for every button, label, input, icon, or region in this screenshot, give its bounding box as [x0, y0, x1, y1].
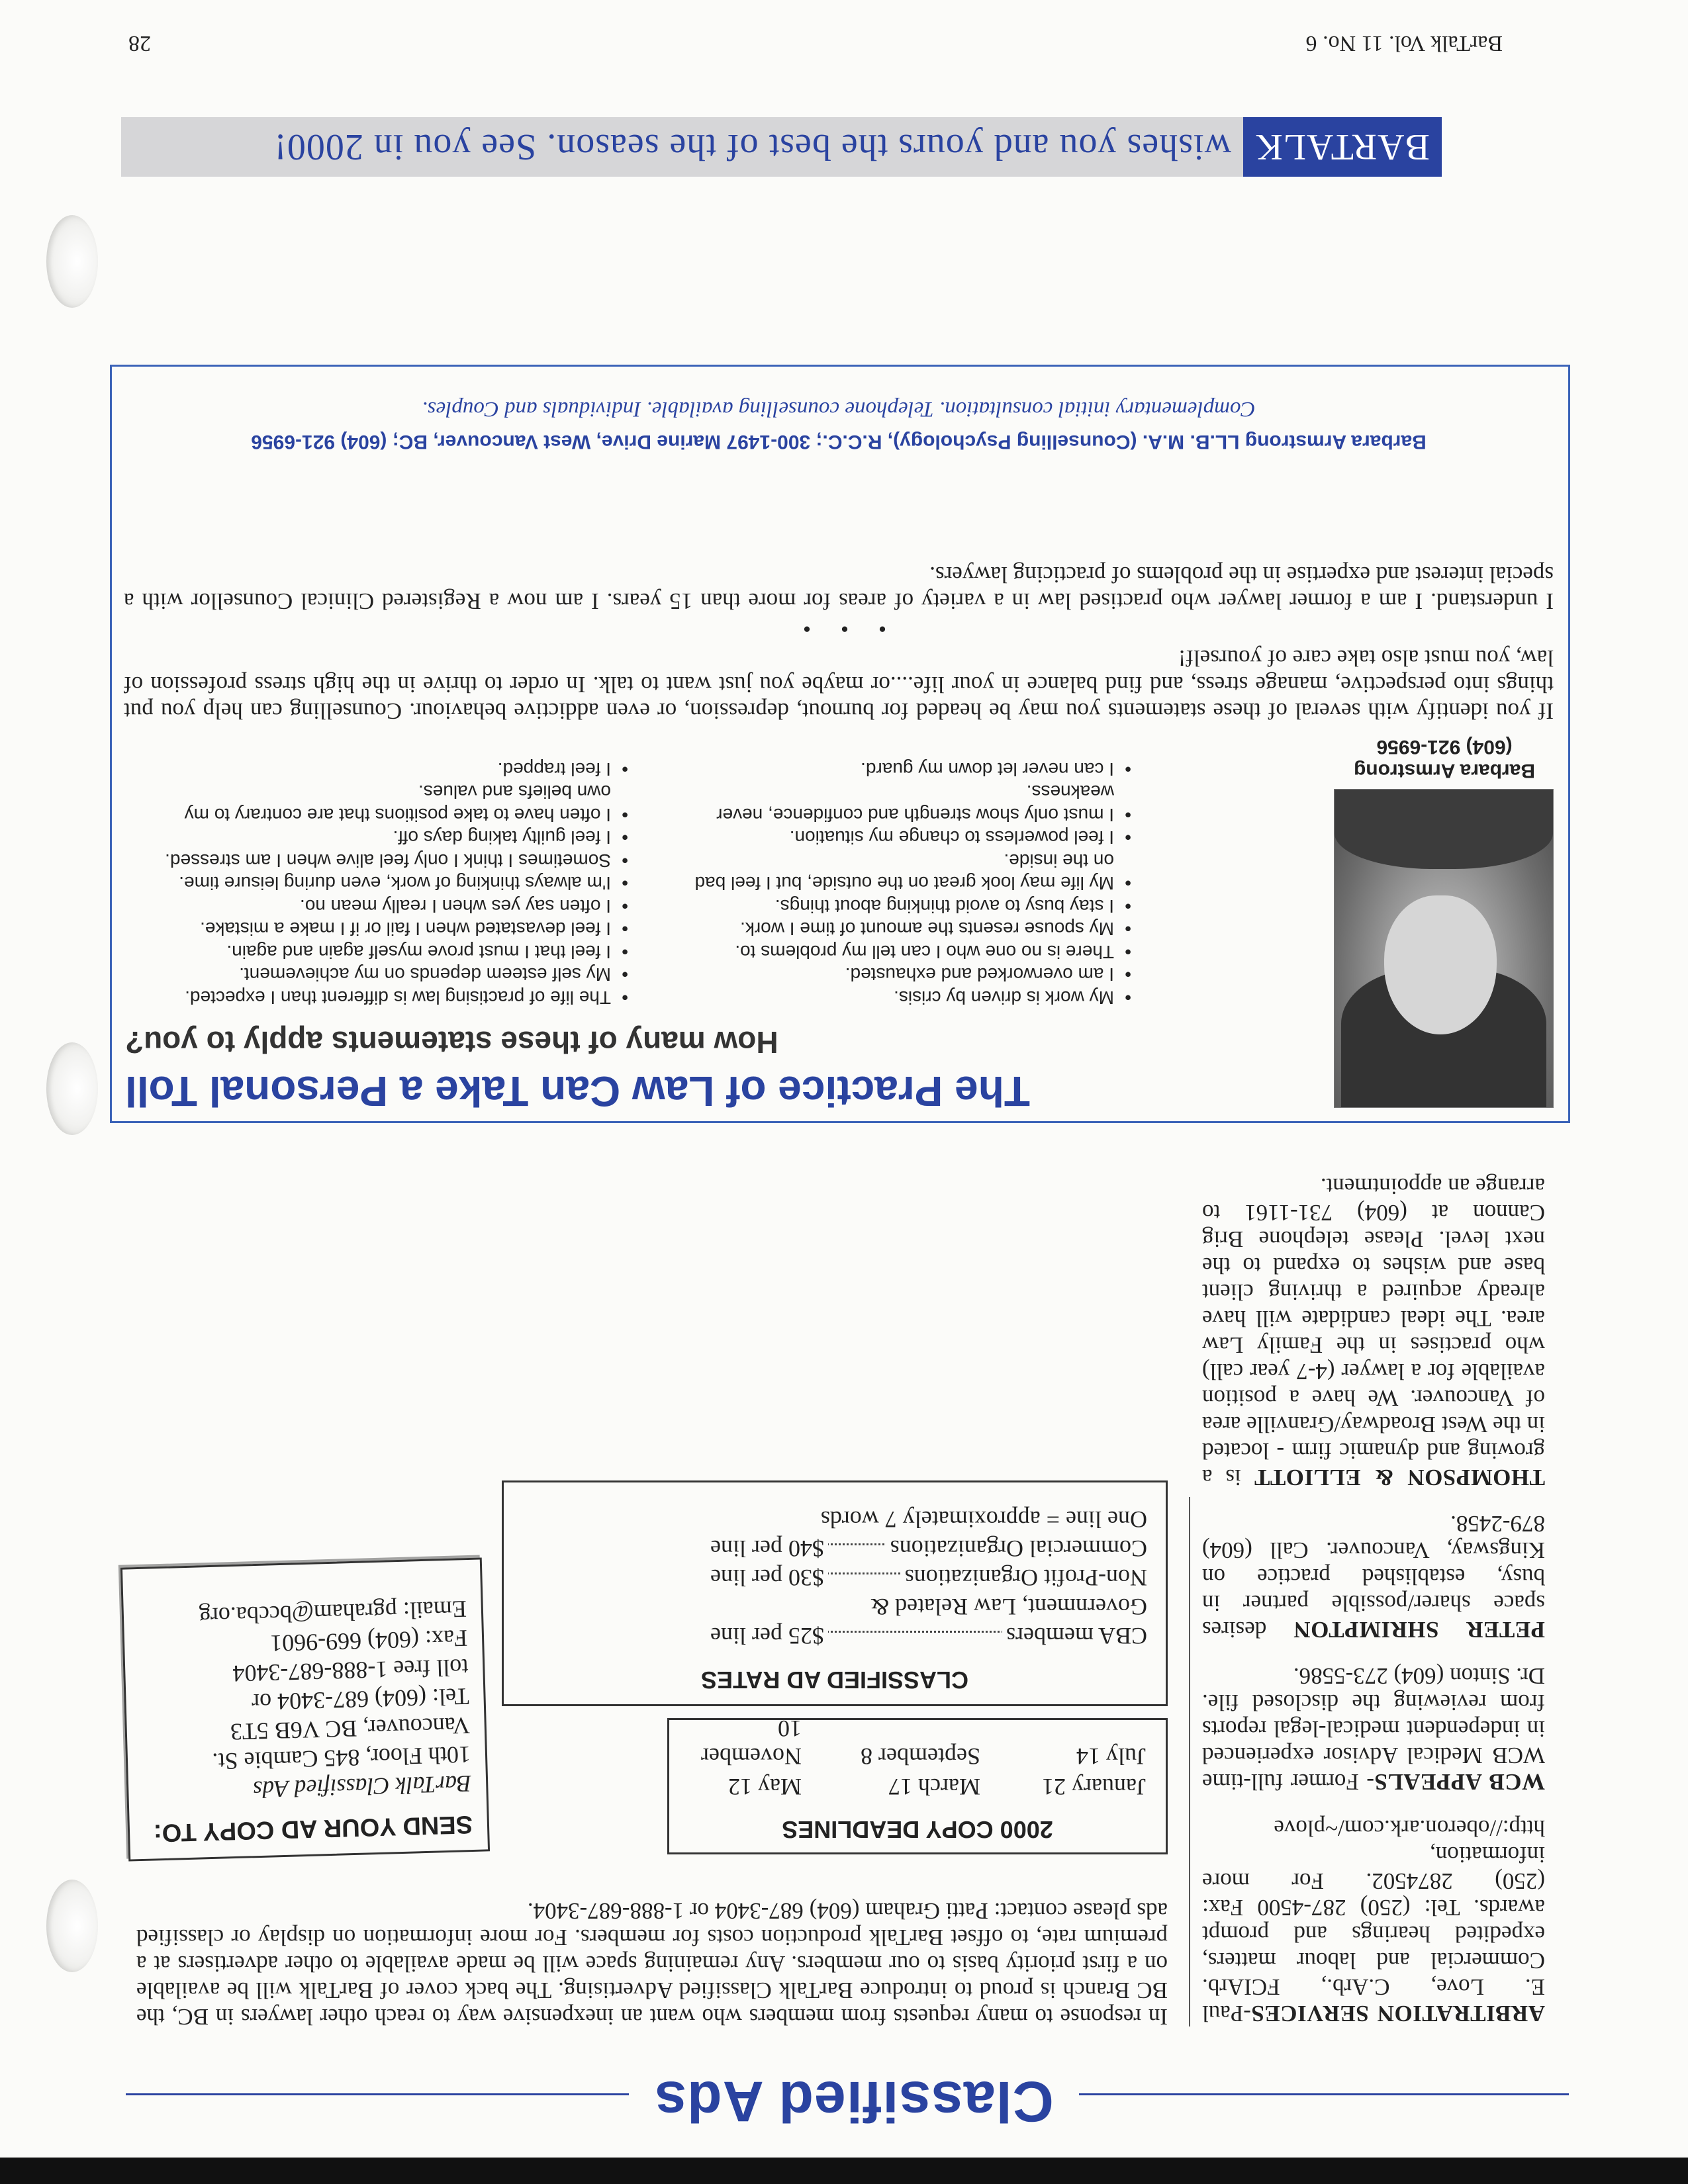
send-copy-address [199, 1594, 472, 1805]
statement-continuation: weakness. [1026, 782, 1114, 803]
ad-contact: Barbara Armstrong LL.B. M.A. (Counselling Psychology), R.C.C.; 300-1497 Marine Drive, West Vancouver, BC; (604) 921-6956 [251, 431, 1427, 453]
bartalk-logo: BARTALK [1243, 117, 1442, 177]
statement-item: • I can never let down my guard. [641, 758, 1131, 781]
statement-item: • I stay busy to avoid thinking about things. [641, 895, 1131, 918]
listing-thompson-elliott: THOMPSON & ELLIOTT is a growing and dynamic firm - located in the West Broadway/Granville area of Vancouver. We have a position available for a lawyer (4-7 year call) who practises in the Family Law area. The ideal candidate will have already acquired a thriving client base and wishes to expand to the next level. Please telephone Brig Cannon at (604) 731-1161 to arrange an appointment. [1202, 1173, 1545, 1490]
statement-item: • I must only show strength and confidence, never [641, 803, 1131, 827]
deadline-date: January 21 [1042, 1774, 1146, 1800]
statement-item: • I'm always thinking of work, even during leisure time. [138, 872, 628, 895]
ad-title: The Practice of Law Can Take a Personal Toll [125, 1068, 1030, 1115]
listing-peter-shrimpton: PETER SHRIMPTON desires space sharer/possible partner in busy, established practice on Kingsway, Vancouver. Call (604) 879-2458. [1201, 1511, 1545, 1643]
rate-row: Government, Law Related & [710, 1592, 1147, 1621]
send-copy-box [120, 1557, 490, 1861]
deadlines-grid [696, 1715, 1146, 1801]
rate-row: Non-Profit Organizations $30 per line [710, 1565, 1147, 1591]
deadline-row [696, 1715, 1146, 1770]
statement-item: • My life may look great on the outside, but I feel bad [641, 872, 1131, 895]
deadline-date: July 14 [1076, 1743, 1146, 1770]
page-number: 28 [128, 31, 151, 56]
rates-note: One line = approximately 7 words [820, 1506, 1147, 1533]
address-line: Vancouver, BC V6B 5T3 [230, 1712, 471, 1746]
statement-item: • I feel that I must prove myself again and again. [138, 940, 628, 964]
statement-item: • The life of practising law is different than I expected. [138, 986, 628, 1009]
statement-item: • I feel devastated when I fail or if I make a mistake. [138, 917, 628, 940]
ad-paragraph-1: If you identify with several of these statements you may be headed for burnout, depression, or even addictive behaviour. Counselling can help you put things into perspective, manage stress, and find balance in your life....or maybe you just want to talk. In order to thrive in the high stress profession of law, you must also take care of yourself! [124, 645, 1554, 724]
address-line: Tel: (604) 687-3404 or [251, 1683, 470, 1716]
counselling-ad [110, 365, 1570, 1123]
deadline-date: May 12 [728, 1774, 802, 1800]
scan-edge [0, 2158, 1688, 2184]
statement-item: • I feel trapped. [138, 758, 628, 781]
ad-subtitle: How many of these statements apply to you? [125, 1025, 778, 1060]
classified-intro: In response to many requests from members who want an inexpensive way to reach other lawyers in BC, the BC Branch is proud to introduce BarTalk Classified Advertising. The back cover of BarTalk will be available on a first priority basis to our members. Any remaining space will be made available to other advertisers at a premium rate, to offset BarTalk production costs for members. For more information on display or classified ads please contact: Patti Graham (604) 687-3404 or 1-888-687-3404. [136, 1898, 1168, 2030]
ad-paragraph-2: I understand. I am a former lawyer who practised law in a variety of areas for more than 15 years. I am now a Registered Clinical Counsellor with a special interest and expertise in the problems of practicing lawyers. [124, 562, 1554, 614]
banner-message: wishes you and yours the best of the season. See you in 2000! [273, 126, 1231, 167]
statement-continuation: on the inside. [1004, 850, 1114, 871]
season-banner [121, 117, 1442, 177]
classified-listings [1202, 1153, 1545, 2026]
statement-item: • I feel powerless to change my situation. [641, 826, 1131, 849]
rates-box [502, 1480, 1168, 1706]
statement-item: • I am overworked and exhausted. [641, 963, 1131, 986]
rates-table [710, 1504, 1147, 1650]
address-line: BarTalk Classified Ads [252, 1770, 472, 1803]
deadlines-title: 2000 COPY DEADLINES [782, 1816, 1053, 1843]
statement-list-2 [641, 758, 1131, 1009]
heading-rule-right [126, 2093, 629, 2095]
caption-name: Barbara Armstrong [1354, 760, 1535, 782]
address-line: Email: pgraham@bccba.org [199, 1596, 467, 1630]
listing-wcb-appeals: WCB APPEALS- Former full-time WCB Medical Advisor experienced in independent medical-legal reports from reviewing the disclosed file. Dr. Sinton (604) 273-5586. [1201, 1663, 1545, 1795]
ad-separator: • • • [790, 616, 887, 642]
address-line: Fax: (604) 669-9601 [269, 1625, 468, 1657]
statement-item: • I often have to take positions that are contrary to my [138, 803, 628, 827]
statement-item: • I often say yes when I really mean no. [138, 895, 628, 918]
statement-list-1 [138, 758, 628, 1009]
deadline-date: September 8 [861, 1743, 980, 1770]
column-divider [1189, 1497, 1190, 2026]
address-line: 10th Floor, 845 Cambie St. [212, 1741, 471, 1775]
portrait-photo [1334, 789, 1554, 1108]
issue-info: BarTalk Vol. 11 No. 6 [1305, 31, 1503, 56]
rate-row: CBA members $25 per line [710, 1623, 1147, 1649]
deadline-row [696, 1770, 1146, 1801]
deadline-date: March 17 [888, 1774, 980, 1800]
photo-caption [1335, 735, 1554, 782]
statement-item: • I feel guilty taking days off. [138, 826, 628, 849]
statement-item: • Sometimes I think I only feel alive when I am stressed. [138, 849, 628, 872]
deadlines-box [667, 1715, 1168, 1854]
caption-phone: (604) 921-6956 [1376, 736, 1513, 758]
address-line: toll free 1-888-687-3404 [232, 1654, 469, 1688]
statement-item: • My spouse resents the amount of time I work. [641, 917, 1131, 940]
deadline-date: November 10 [701, 1715, 802, 1770]
statement-item: • My work is driven by crisis. [641, 986, 1131, 1009]
listing-arbitration: ARBITRATION SERVICES-Paul E. Love, C.Arb., FCIArb. Commercial and labour matters, expedited hearings and prompt awards. Tel: (250) 287-4500 Fax: (250) 2874502. For more information, http://oberon.ark.com/~plove [1202, 1815, 1545, 2026]
statement-item: • My self esteem depends on my achievement. [138, 963, 628, 986]
section-title: Classified Ads [654, 2070, 1054, 2133]
ad-body [124, 561, 1554, 724]
heading-rule-left [1079, 2093, 1569, 2095]
rates-title: CLASSIFIED AD RATES [701, 1666, 969, 1694]
statement-item: • There is no one who I can tell my problems to. [641, 940, 1131, 964]
statement-continuation: own beliefs and values. [418, 782, 611, 803]
rate-row: Commercial Organizations $40 per line [710, 1535, 1147, 1562]
send-copy-title: SEND YOUR AD COPY TO: [153, 1810, 473, 1847]
ad-note: Complementary initial consultation. Telephone counselling available. Individuals and Couples. [422, 397, 1256, 421]
